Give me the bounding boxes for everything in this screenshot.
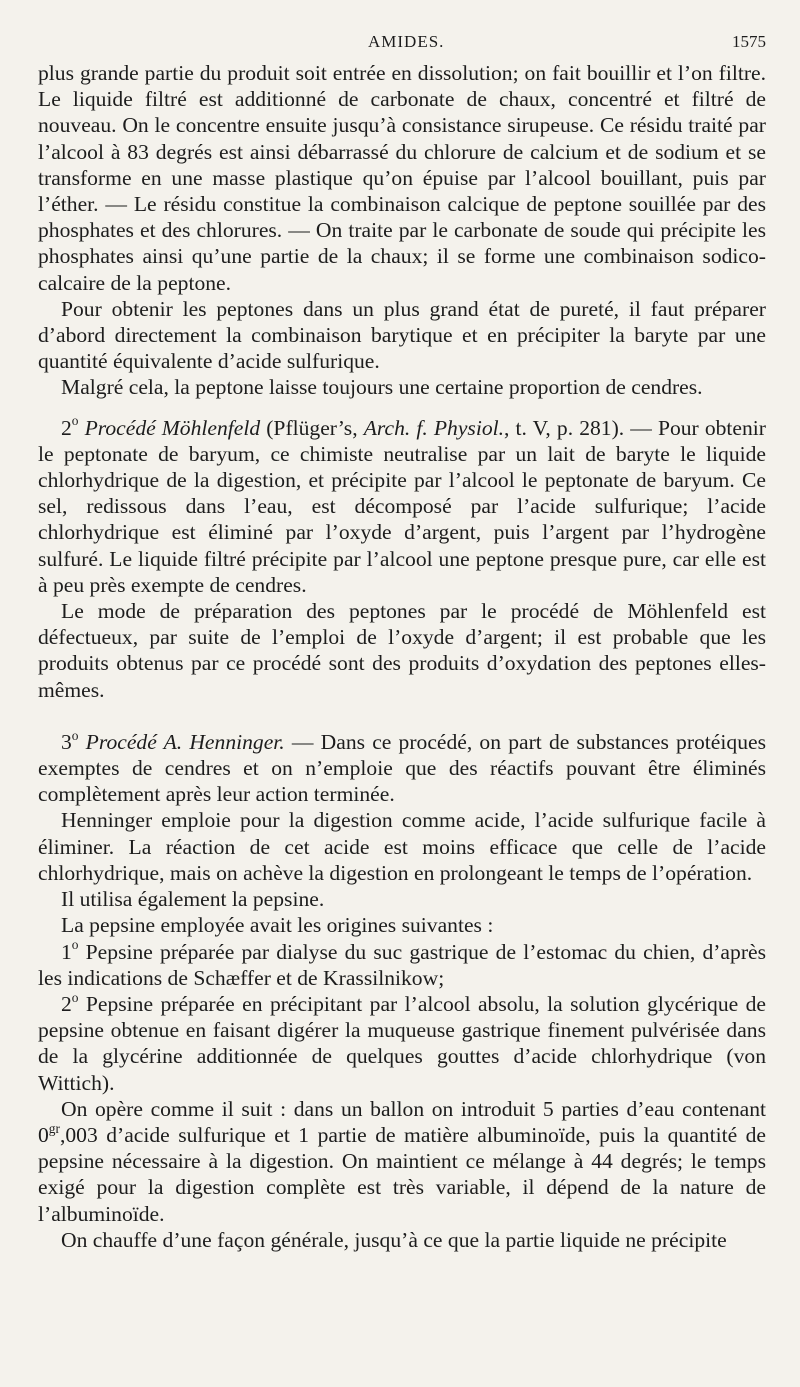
degree-mark: o — [71, 413, 79, 429]
degree-mark: o — [71, 727, 79, 743]
list-item: 2$^o$ Pepsine préparée en précipitant par l’alcool absolu, la solution glycérique de pepsine obtenue en faisant digérer la muqueuse gastrique finement pulvérisée dans de la glycérine additionnée de quelques gouttes d’acide chlorhydrique (von Wittich). — [38, 989, 767, 1095]
paragraph: On opère comme il suit : dans un ballon on introduit 5 parties d’eau contenant $0^{gr},003$ d’acide sulfurique et 1 partie de matière albuminoïde, puis la quantité de pepsine nécessaire à la digestion. On maintient ce mélange à 44 degrés; le temps exigé pour la digestion complète est très variable, il dépend de la nature de l’albuminoïde. — [38, 1096, 767, 1226]
list-item: 1$^o$ Pepsine préparée par dialyse du suc gastrique de l’estomac du chien, d’après les indications de Schæffer et de Krassilnikow; — [38, 937, 766, 990]
paragraph: Pour obtenir les peptones dans un plus grand état de pureté, il faut préparer d’abord directement la combinaison barytique et en précipiter la baryte par une quantité équivalente d’acide sulfurique. — [38, 296, 766, 374]
page-number: 1575 — [732, 32, 766, 51]
method-3-number: 3 — [61, 729, 72, 754]
degree-mark: o — [71, 937, 79, 953]
paragraph: Il utilisa également la pepsine. — [61, 887, 325, 912]
journal-name: Arch. f. Physiol. — [363, 415, 505, 440]
paragraph: plus grande partie du produit soit entrée en dissolution; on fait bouillir et l’on filtre. Le liquide filtré est additionné de carbonate de chaux, concentré et filtré de nouveau. On le concentre ensuite jusqu’à consistance sirupeuse. Ce résidu traité par l’alcool à 83 degrés est ainsi débarrassé du chlorure de calcium et de sodium et se transforme en une masse plastique qu’on épuise par l’alcool bouillant, puis par l’éther. — Le résidu constitue la combinaison calcique de peptone souillée par des phosphates et des chlorures. — On traite par le carbonate de soude qui précipite les phosphates ainsi qu’une partie de la chaux; il se forme une combinaison sodico-calcaire de la peptone. — [38, 61, 766, 295]
page-header — [38, 32, 766, 56]
paragraph: Henninger emploie pour la digestion comme acide, l’acide sulfurique facile à éliminer. La réaction de cet acide est moins efficace que celle de l’acide chlorhydrique, mais on achève la digestion en prolongeant le temps de l’opération. — [38, 808, 766, 885]
method-3-title: Procédé A. Henninger. — [85, 729, 285, 754]
method-2-paragraph — [38, 415, 766, 598]
reference-close: , t. V, p. 281). — [504, 415, 631, 440]
body-text — [38, 60, 766, 1253]
method-2-title: Procédé Möhlenfeld — [84, 415, 261, 440]
paragraph: Malgré cela, la peptone laisse toujours une certaine proportion de cendres. — [61, 375, 703, 400]
degree-mark: o — [71, 989, 79, 1005]
paragraph: La pepsine employée avait les origines suivantes : — [61, 913, 494, 938]
method-2-text: — Pour obtenir le peptonate de baryum, ce chimiste neutralise par un lait de baryte le liquide chlorhydrique de la digestion, et précipite par l’alcool le peptonate de baryum. Ce sel, redissous dans l’eau, est décomposé par l’acide sulfurique; l’acide chlorhydrique est éliminé par l’oxyde d’argent, puis l’argent par l’hydrogène sulfuré. Le liquide filtré précipite par l’alcool une peptone presque pure, car elle est à peu près exempte de cendres. — [38, 415, 766, 597]
reference-open: (Pflüger’s, — [260, 415, 364, 440]
paragraph: Le mode de préparation des peptones par le procédé de Möhlenfeld est défectueux, par suite de l’emploi de l’oxyde d’argent; il est probable que les produits obtenus par ce procédé sont des produits d’oxydation des peptones elles-mêmes. — [38, 599, 766, 702]
unit-gram: gr — [48, 1120, 60, 1136]
method-3-paragraph — [38, 729, 766, 808]
method-2-number: 2 — [61, 415, 72, 440]
running-title: AMIDES. — [368, 32, 445, 51]
method-3-text: — Dans ce procédé, on part de substances protéiques exemptes de cendres et on n’emploie que des réactifs pouvant être éliminés complètement après leur action terminée. — [38, 729, 766, 807]
paragraph: On chauffe d’une façon générale, jusqu’à ce que la partie liquide ne précipite — [61, 1227, 727, 1252]
